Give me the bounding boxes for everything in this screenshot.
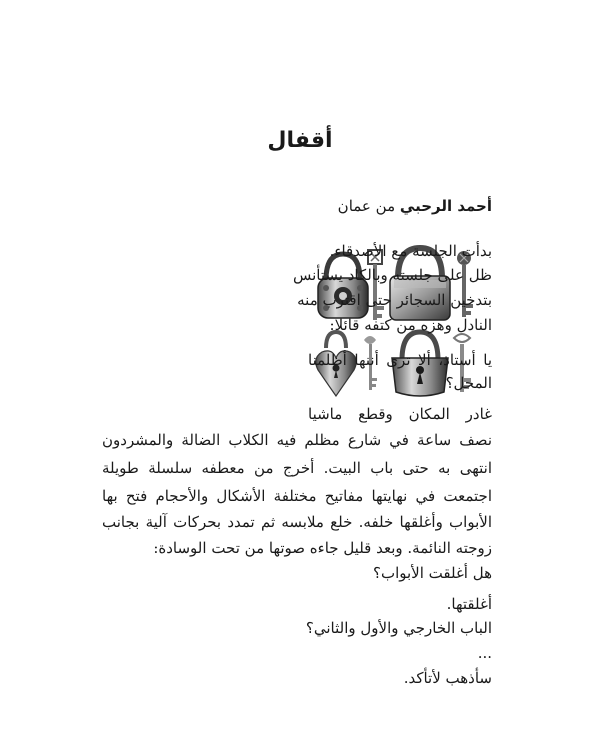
paragraph-line: اجتمعت في نهايتها مفاتيح مختلفة الأشكال والأحجام فتح بها <box>102 487 492 505</box>
paragraph-line: انتهى به حتى باب البيت. أخرج من معطفه سلسلة طويلة <box>102 459 492 477</box>
dialogue-line: سأذهب لأتأكد. <box>403 669 492 687</box>
paragraph-line: ظل على جلسته وبالكاد يستأنس <box>292 266 492 284</box>
dialogue-line: أغلقتها. <box>446 595 492 613</box>
paragraph-line: بدأت الجلسة مع الأصدقاء. <box>329 242 492 260</box>
paragraph-line: المحل؟ <box>445 374 492 392</box>
dialogue-line: الباب الخارجي والأول والثاني؟ <box>305 619 492 637</box>
byline <box>338 197 492 215</box>
paragraph-line: يا أستاذ، ألا ترى أننها أظلمنا <box>308 351 492 369</box>
paragraph-line: غادر المكان وقطع ماشيا <box>308 405 492 423</box>
paragraph-line: النادل وهزه من كتفه قائلا: <box>329 316 492 334</box>
author-name: أحمد الرحبي <box>399 197 492 215</box>
story-title: أقفال <box>267 128 333 153</box>
paragraph-line: الأبواب وأغلقها خلفه. خلع ملابسه ثم تمدد بحركات آلية بجانب <box>102 513 492 531</box>
paragraph-line: زوجته النائمة. وبعد قليل جاءه صوتها من تحت الوسادة: <box>153 539 492 557</box>
author-origin: من عمان <box>337 197 396 215</box>
dialogue-line: ... <box>477 644 492 662</box>
paragraph-line: بتدخين السجائر حتى اقترب منه <box>297 291 492 309</box>
paragraph-line: نصف ساعة في شارع مظلم فيه الكلاب الضالة والمشردون <box>102 431 492 449</box>
dialogue-line: هل أغلقت الأبواب؟ <box>373 564 492 582</box>
